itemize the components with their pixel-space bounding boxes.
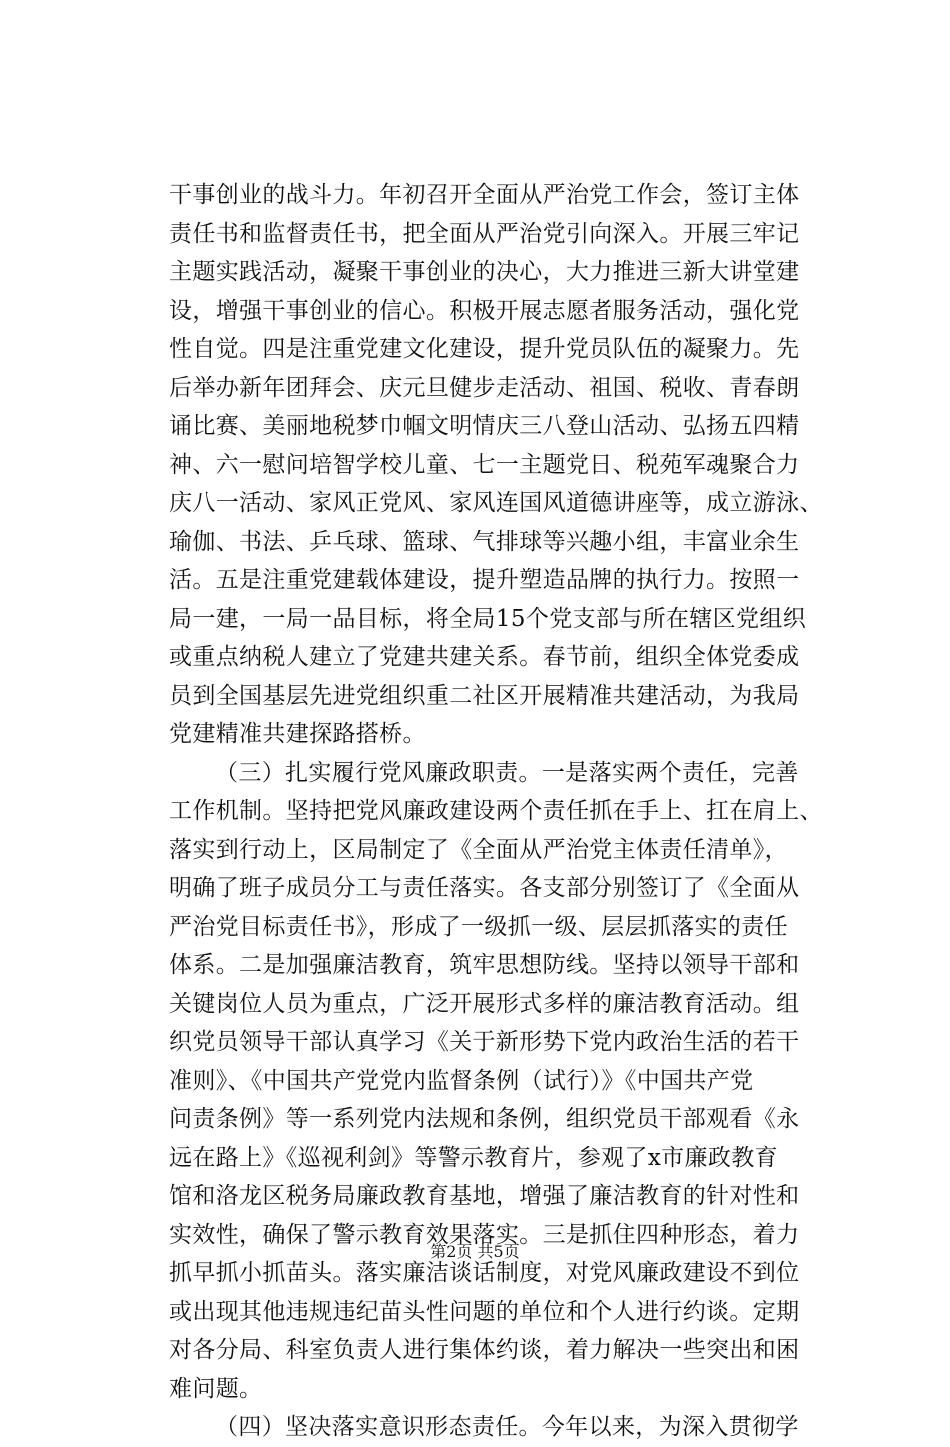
text-line: 体系。二是加强廉洁教育，筑牢思想防线。坚持以领导干部和 [169, 952, 800, 978]
text-line: 抓早抓小抓苗头。落实廉洁谈话制度，对党风廉政建设不到位 [169, 1260, 800, 1286]
text-line: 远在路上》《巡视利剑》等警示教育片，参观了x市廉政教育 [169, 1144, 778, 1171]
text-line: 局一建，一局一品目标，将全局15个党支部与所在辖区党组织 [169, 605, 807, 632]
text-line: 关键岗位人员为重点，广泛开展形式多样的廉洁教育活动。组 [169, 990, 800, 1017]
text-line: 落实到行动上，区局制定了《全面从严治党主体责任清单》， [169, 836, 788, 863]
text-line: 设，增强干事创业的信心。积极开展志愿者服务活动，强化党 [169, 297, 800, 324]
text-line: 瑜伽、书法、乒乓球、篮球、气排球等兴趣小组，丰富业余生 [169, 528, 800, 555]
text-line: 主题实践活动，凝聚干事创业的决心，大力推进三新大讲堂建 [169, 259, 800, 285]
text-line: 准则》、《中国共产党党内监督条例（试行）》《中国共产党 [169, 1067, 754, 1094]
text-line: 干事创业的战斗力。年初召开全面从严治党工作会，签订主体 [169, 182, 800, 208]
text-line: 织党员领导干部认真学习《关于新形势下党内政治生活的若干 [169, 1029, 800, 1055]
text-line: 员到全国基层先进党组织重二社区开展精准共建活动，为我局 [169, 682, 800, 709]
text-line: 后举办新年团拜会、庆元旦健步走活动、祖国、税收、青春朗 [169, 374, 800, 401]
page-footer: 第2页 共5页 [430, 1242, 520, 1261]
text-line: 难问题。 [169, 1375, 263, 1402]
text-line: 馆和洛龙区税务局廉政教育基地，增强了廉洁教育的针对性和 [169, 1183, 800, 1209]
text-line: 庆八一活动、家风正党风、家风连国风道德讲座等，成立游泳、 [169, 490, 823, 516]
text-line: 责任书和监督责任书，把全面从严治党引向深入。开展三牢记 [169, 220, 800, 247]
text-line: 活。五是注重党建载体建设，提升塑造品牌的执行力。按照一 [169, 567, 800, 593]
text-line: 工作机制。坚持把党风廉政建设两个责任抓在手上、扛在肩上、 [169, 798, 823, 824]
text-line: 或重点纳税人建立了党建共建关系。春节前，组织全体党委成 [169, 644, 800, 670]
text-line: 性自觉。四是注重党建文化建设，提升党员队伍的凝聚力。先 [169, 336, 800, 362]
text-line: 诵比赛、美丽地税梦巾帼文明情庆三八登山活动、弘扬五四精 [169, 413, 800, 439]
text-line: 党建精准共建探路搭桥。 [169, 721, 426, 747]
text-line: 明确了班子成员分工与责任落实。各支部分别签订了《全面从 [169, 875, 800, 901]
text-line: 或出现其他违规违纪苗头性问题的单位和个人进行约谈。定期 [169, 1298, 800, 1325]
text-line: 神、六一慰问培智学校儿童、七一主题党日、税苑军魂聚合力 [169, 451, 800, 478]
text-line: 严治党目标责任书》，形成了一级抓一级、层层抓落实的责任 [169, 913, 788, 940]
text-line: 对各分局、科室负责人进行集体约谈，着力解决一些突出和困 [169, 1337, 800, 1363]
text-line: （三）扎实履行党风廉政职责。一是落实两个责任，完善 [215, 759, 799, 786]
text-line: （四）坚决落实意识形态责任。今年以来，为深入贯彻学 [215, 1414, 799, 1440]
text-line: 实效性，确保了警示教育效果落实。三是抓住四种形态，着力 [169, 1221, 800, 1248]
text-line: 问责条例》等一系列党内法规和条例，组织党员干部观看《永 [169, 1106, 800, 1132]
